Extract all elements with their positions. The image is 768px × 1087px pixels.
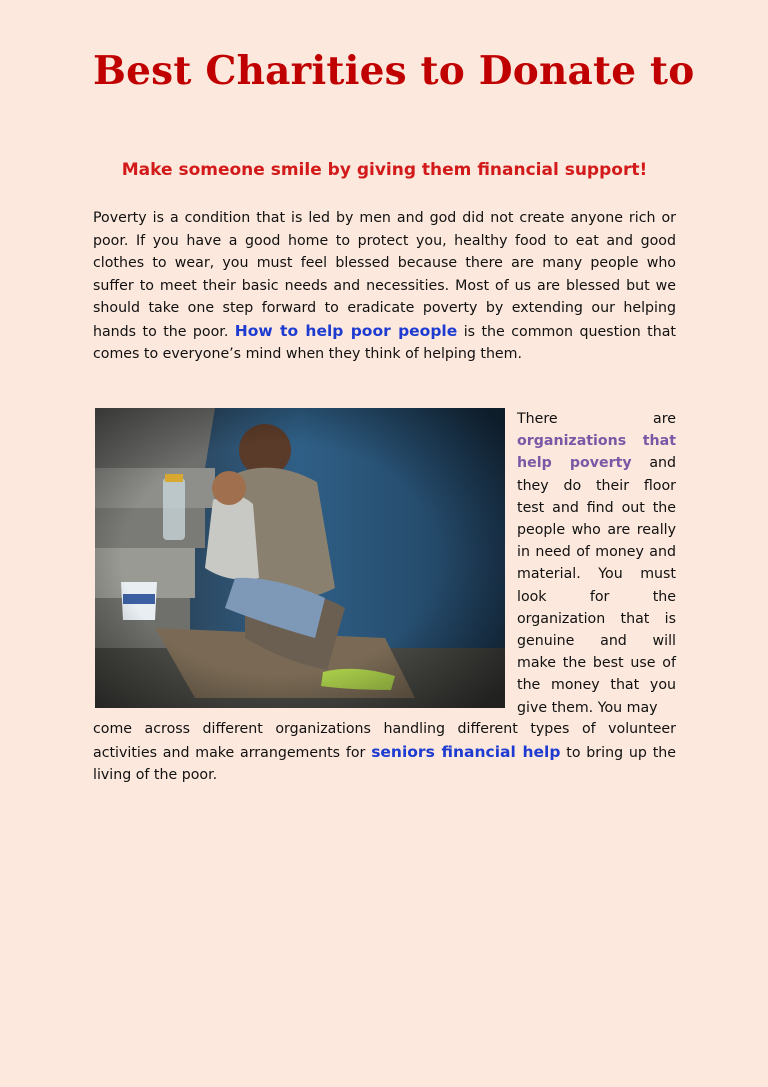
closing-text-after: to bring up the living of the poor. bbox=[93, 744, 676, 783]
closing-paragraph bbox=[93, 718, 676, 787]
how-to-help-poor-people-link[interactable]: How to help poor people bbox=[234, 321, 458, 340]
side-text-after: and they do their floor test and find out the people who are really in need of money and material. You must look for the organization that is genuine and will make the best use of the money that you give them. You may bbox=[517, 455, 677, 716]
organizations-that-help-poverty-link[interactable]: organizations that help poverty bbox=[517, 433, 676, 472]
intro-paragraph bbox=[93, 207, 676, 366]
closing-text-before: come across different organizations handling different types of volunteer activities and make arrangements for bbox=[93, 721, 676, 761]
intro-text-before: Poverty is a condition that is led by men and god did not create anyone rich or poor. If you have a good home to protect you, healthy food to eat and good clothes to wear, you must feel blessed because there are many people who suffer to meet their basic needs and necessities. Most of us are blessed but we should take one step forward to eradicate poverty by extending our helping hands to the poor. bbox=[93, 210, 676, 340]
charity-photo bbox=[95, 408, 505, 708]
side-column-text bbox=[517, 408, 676, 719]
seniors-financial-help-link[interactable]: seniors financial help bbox=[371, 742, 561, 761]
page-subtitle: Make someone smile by giving them financial support! bbox=[121, 160, 648, 180]
page-title: Best Charities to Donate to bbox=[93, 48, 695, 94]
side-text-before: There are bbox=[517, 411, 676, 427]
intro-text-after: is the common question that comes to everyone’s mind when they think of helping them. bbox=[93, 323, 676, 362]
